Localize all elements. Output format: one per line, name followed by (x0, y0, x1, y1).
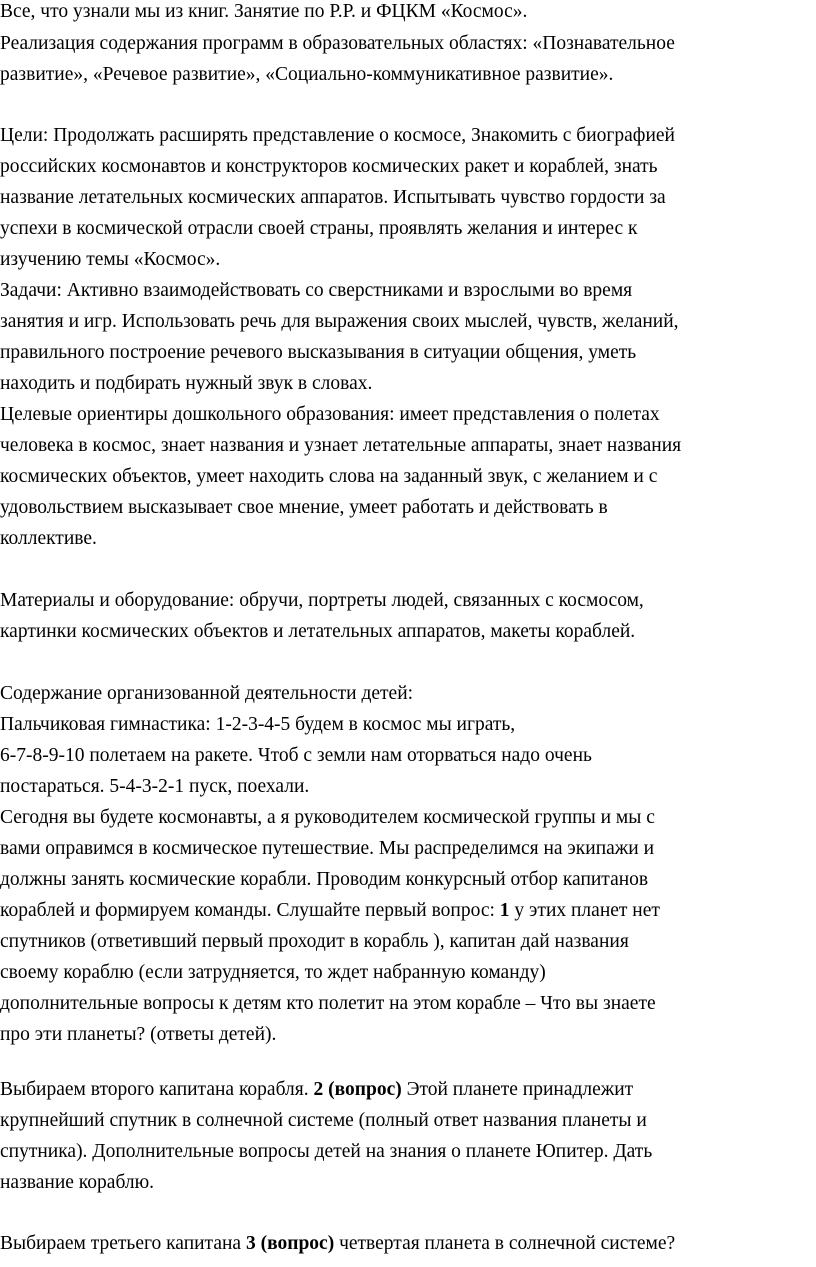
text-line: спутников (ответивший первый проходит в корабль ), капитан дай названия (0, 931, 629, 952)
text-line: своему кораблю (если затрудняется, то ждет набранную команду) (0, 962, 546, 983)
text-line: название летательных космических аппаратов. Испытывать чувство гордости за (0, 187, 666, 208)
goals-line: Цели: Продолжать расширять представление о космосе, Знакомить с биографией (0, 125, 675, 146)
text-run: Выбираем второго капитана корабля. (0, 1079, 314, 1100)
text-line: изучению темы «Космос». (0, 249, 221, 270)
text-line: российских космонавтов и конструкторов космических ракет и кораблей, знать (0, 156, 658, 177)
text-run: Этой планете принадлежит (401, 1079, 634, 1100)
title-line: Все, что узнали мы из книг. Занятие по Р.Р. и ФЦКМ «Космос». (0, 1, 528, 22)
materials-line: Материалы и оборудование: обручи, портреты людей, связанных с космосом, (0, 590, 644, 611)
targets-line: Целевые ориентиры дошкольного образования: имеет представления о полетах (0, 404, 660, 425)
text-line: правильного построение речевого высказывания в ситуации общения, уметь (0, 342, 637, 363)
question-3-line (0, 1232, 675, 1256)
text-line: постараться. 5-4-3-2-1 пуск, поехали. (0, 776, 310, 797)
text-line: развитие», «Речевое развитие», «Социально-коммуникативное развитие». (0, 64, 614, 85)
text-line: космических объектов, умеет находить слова на заданный звук, с желанием и с (0, 466, 658, 487)
text-line: вами оправимся в космическое путешествие. Мы распределимся на экипажи и (0, 838, 655, 859)
text-line: название кораблю. (0, 1172, 155, 1193)
text-line: Реализация содержания программ в образовательных областях: «Познавательное (0, 33, 675, 54)
text-line: коллективе. (0, 528, 97, 549)
text-line: крупнейший спутник в солнечной системе (полный ответ названия планеты и (0, 1110, 647, 1131)
text-line: должны занять космические корабли. Проводим конкурсный отбор капитанов (0, 869, 649, 890)
text-line: удовольствием высказывает свое мнение, умеет работать и действовать в (0, 497, 608, 518)
question-number: 3 (вопрос) (245, 1233, 335, 1254)
text-line: 6-7-8-9-10 полетаем на ракете. Чтоб с земли нам оторваться надо очень (0, 745, 592, 766)
content-heading: Содержание организованной деятельности детей: (0, 683, 414, 704)
text-run: кораблей и формируем команды. Слушайте первый вопрос: (0, 900, 500, 921)
text-run: у этих планет нет (509, 900, 660, 921)
question-1-line (0, 899, 660, 923)
text-line: Пальчиковая гимнастика: 1-2-3-4-5 будем в космос мы играть, (0, 714, 516, 735)
text-run: Выбираем третьего капитана (0, 1233, 246, 1254)
question-number: 2 (вопрос) (313, 1079, 402, 1100)
text-line: дополнительные вопросы к детям кто полетит на этом корабле – Что вы знаете (0, 993, 656, 1014)
question-number: 1 (499, 900, 510, 921)
question-2-line (0, 1078, 633, 1102)
text-line: картинки космических объектов и летательных аппаратов, макеты кораблей. (0, 621, 636, 642)
tasks-line: Задачи: Активно взаимодействовать со сверстниками и взрослыми во время (0, 280, 633, 301)
text-line: Сегодня вы будете космонавты, а я руководителем космической группы и мы с (0, 807, 655, 828)
text-line: человека в космос, знает названия и узнает летательные аппараты, знает названия (0, 435, 682, 456)
text-line: успехи в космической отрасли своей страны, проявлять желания и интерес к (0, 218, 638, 239)
text-line: занятия и игр. Использовать речь для выражения своих мыслей, чувств, желаний, (0, 311, 679, 332)
text-line: спутника). Дополнительные вопросы детей на знания о планете Юпитер. Дать (0, 1141, 653, 1162)
text-line: про эти планеты? (ответы детей). (0, 1024, 277, 1045)
text-run: четвертая планета в солнечной системе? (334, 1233, 676, 1254)
text-line: находить и подбирать нужный звук в словах. (0, 373, 373, 394)
